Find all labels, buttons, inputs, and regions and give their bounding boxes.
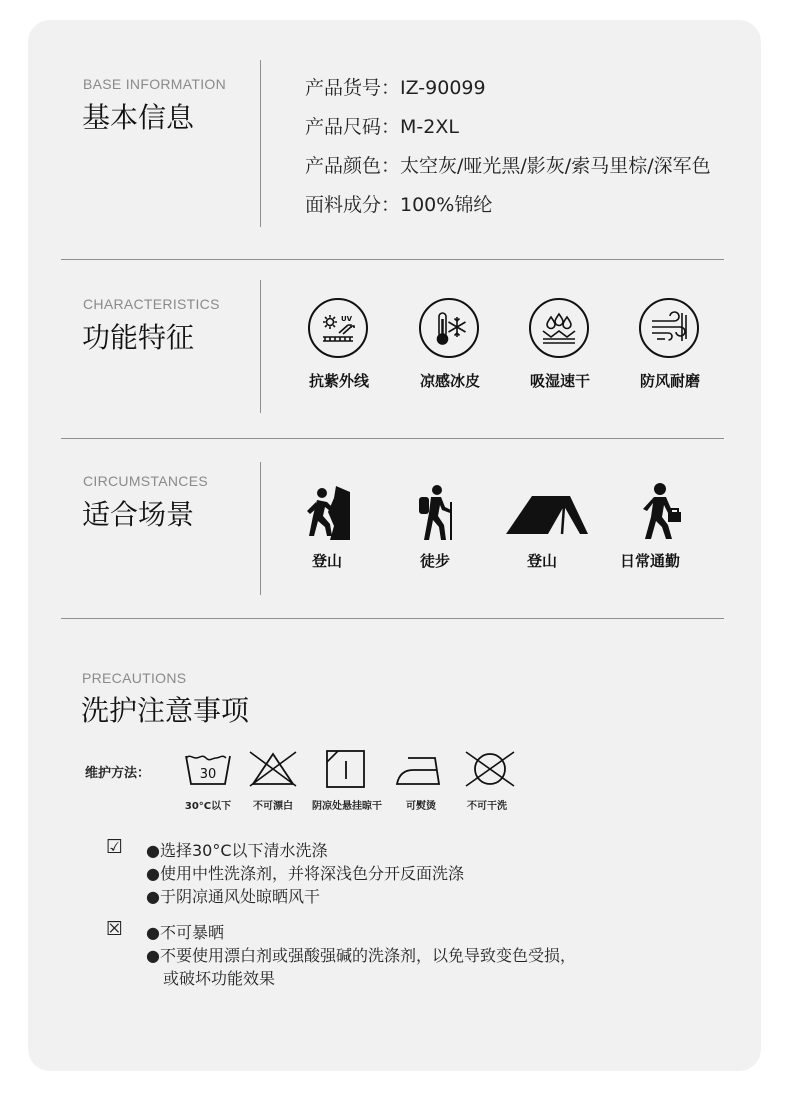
circumstances-heading: 适合场景	[82, 498, 195, 531]
base-info-heading: 基本信息	[82, 101, 195, 134]
uv-protection-icon	[308, 298, 368, 358]
care-label-no-bleach: 不可漂白	[253, 801, 293, 812]
cross-icon: ☒	[106, 918, 124, 940]
svg-text:UV: UV	[341, 315, 353, 323]
climbing-icon	[300, 484, 356, 542]
commuting-icon	[632, 482, 684, 542]
divider-horizontal	[61, 618, 724, 619]
commuting-label: 日常通勤	[619, 552, 680, 570]
circumstances-en-heading: CIRCUMSTANCES	[83, 473, 208, 489]
shade-hang-dry-icon	[324, 748, 368, 790]
tent-label: 登山	[526, 552, 557, 570]
precautions-en-heading: PRECAUTIONS	[82, 670, 187, 686]
product-size: 产品尺码：M-2XL	[305, 116, 459, 138]
precautions-heading: 洗护注意事项	[81, 694, 250, 727]
check-icon: ☑	[106, 836, 124, 858]
hiking-label: 徒步	[419, 552, 450, 570]
care-label-hang-dry: 阴凉处悬挂晾干	[312, 801, 382, 812]
care-method-label: 维护方法：	[85, 766, 151, 781]
windproof-label: 防风耐磨	[639, 372, 700, 390]
do-item: ●选择30°C以下清水洗涤	[146, 841, 328, 860]
windproof-icon	[639, 298, 699, 358]
hiking-icon	[411, 484, 459, 542]
care-label-no-dry-clean: 不可干洗	[467, 801, 507, 812]
moisture-wicking-label: 吸湿速干	[529, 372, 590, 390]
product-sku: 产品货号：IZ-90099	[305, 77, 486, 99]
product-color: 产品颜色：太空灰/哑光黑/影灰/索马里棕/深军色	[305, 155, 711, 177]
dont-item-continued: 或破坏功能效果	[163, 969, 276, 988]
moisture-wicking-icon	[529, 298, 589, 358]
dont-item: ●不要使用漂白剂或强酸强碱的洗涤剂，以免导致变色受损，	[146, 946, 576, 965]
no-bleach-icon	[246, 748, 300, 788]
care-label-iron: 可熨烫	[406, 801, 436, 812]
base-info-en-heading: BASE INFORMATION	[83, 76, 226, 92]
no-dry-clean-icon	[462, 748, 518, 790]
fabric-composition: 面料成分：100%锦纶	[305, 194, 493, 216]
climbing-label: 登山	[311, 552, 342, 570]
do-item: ●使用中性洗涤剂，并将深浅色分开反面洗涤	[146, 864, 464, 883]
cooling-ice-label: 凉感冰皮	[419, 372, 480, 390]
iron-icon	[394, 752, 444, 788]
tent-icon	[504, 490, 590, 538]
uv-protection-label: 抗紫外线	[308, 372, 369, 390]
svg-text:30: 30	[199, 767, 217, 782]
divider-horizontal	[61, 438, 724, 439]
divider-vertical	[260, 462, 261, 595]
do-item: ●于阴凉通风处晾晒风干	[146, 887, 320, 906]
cooling-ice-icon	[419, 298, 479, 358]
characteristics-heading: 功能特征	[82, 321, 195, 354]
care-label-wash: 30°C以下	[184, 801, 232, 812]
divider-horizontal	[61, 259, 724, 260]
divider-vertical	[260, 280, 261, 413]
wash-30-icon	[184, 752, 232, 788]
characteristics-en-heading: CHARACTERISTICS	[83, 296, 220, 312]
divider-vertical	[260, 60, 261, 227]
dont-item: ●不可暴晒	[146, 923, 224, 942]
